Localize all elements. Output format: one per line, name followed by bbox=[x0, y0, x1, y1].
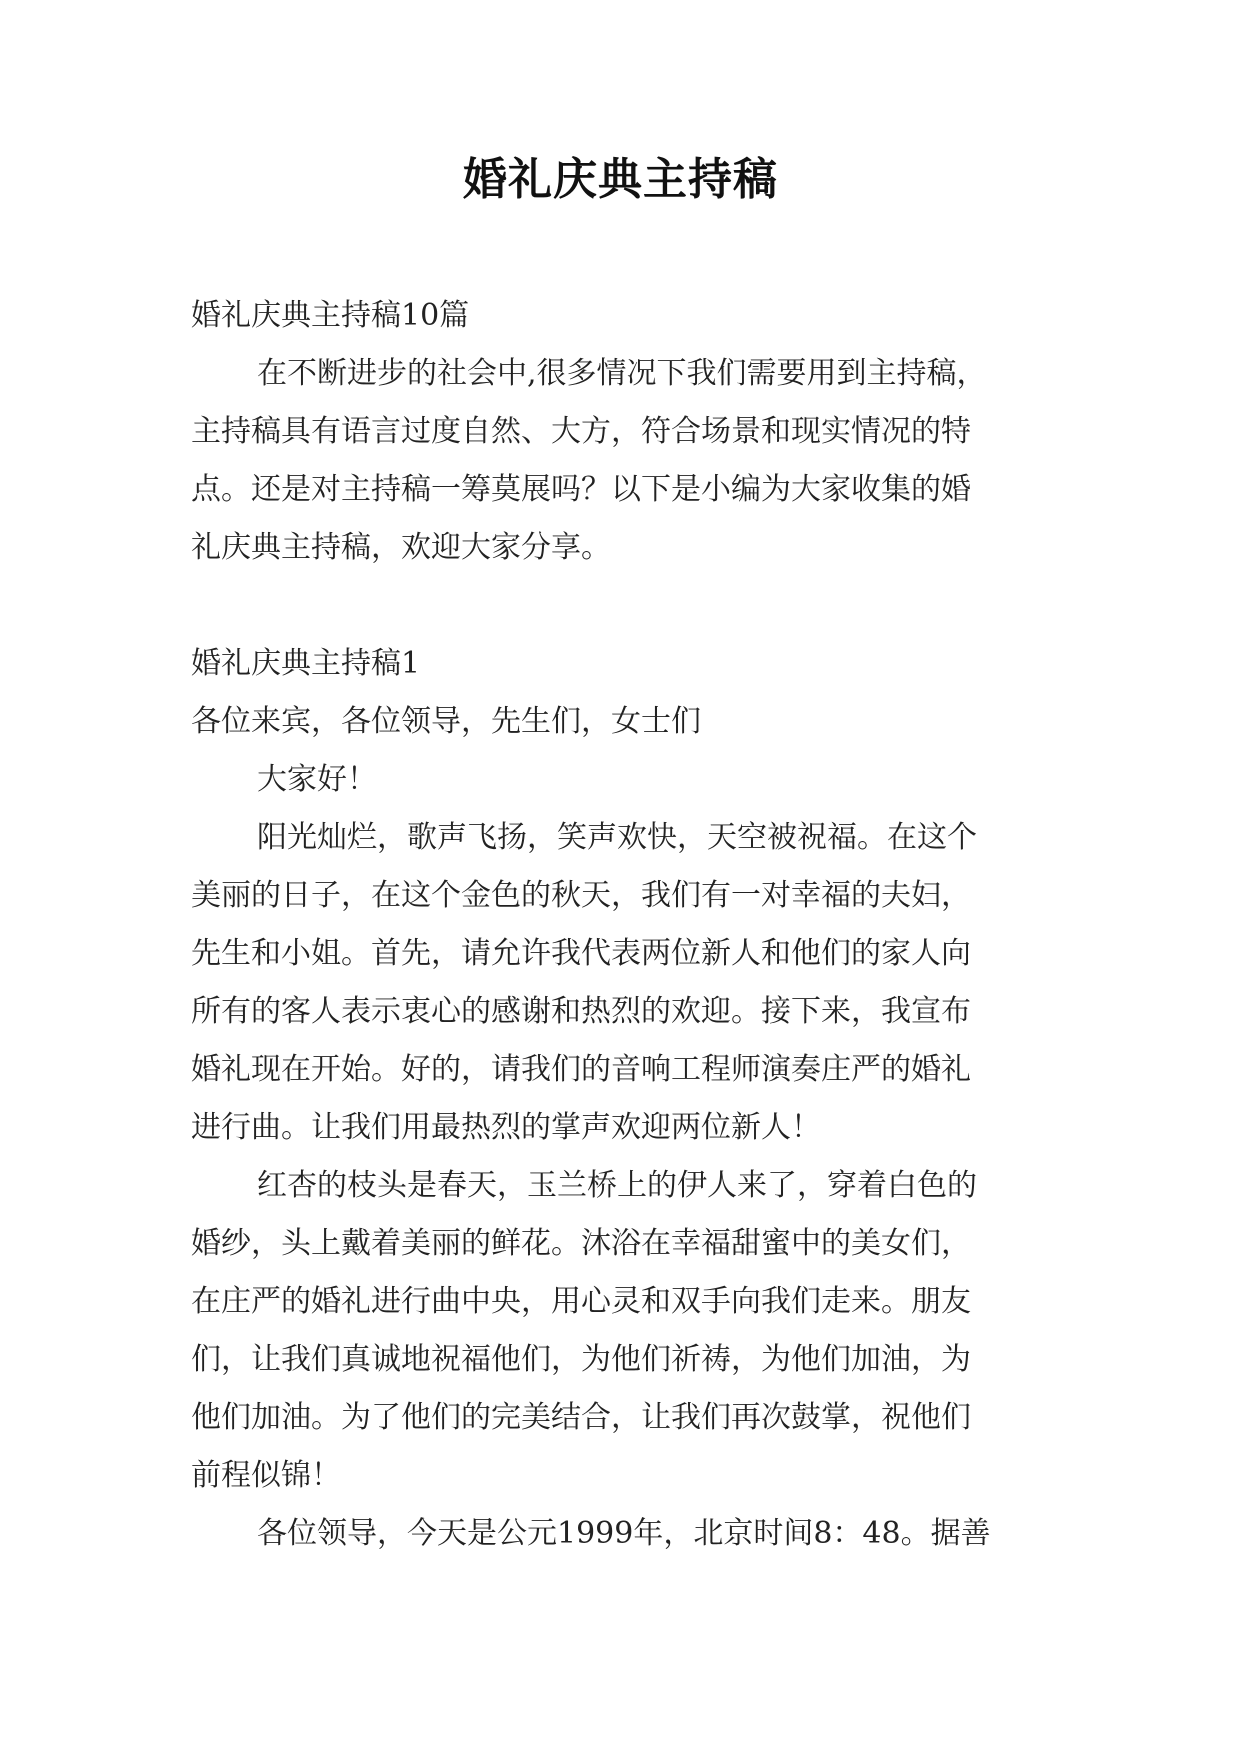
text-line: 所有的客人表示衷心的感谢和热烈的欢迎。接下来，我宣布 bbox=[191, 994, 971, 1029]
text-line: 先生和小姐。首先，请允许我代表两位新人和他们的家人向 bbox=[191, 936, 971, 971]
text-line: 主持稿具有语言过度自然、大方，符合场景和现实情况的特 bbox=[191, 414, 971, 449]
paragraph-spacer bbox=[191, 577, 1061, 635]
text-line: 婚礼现在开始。好的，请我们的音响工程师演奏庄严的婚礼 bbox=[191, 1052, 971, 1087]
text-line: 点。还是对主持稿一筹莫展吗？以下是小编为大家收集的婚 bbox=[191, 472, 971, 507]
text-line: 阳光灿烂，歌声飞扬，笑声欢快，天空被祝福。在这个 bbox=[257, 820, 977, 855]
text-line: 他们加油。为了他们的完美结合，让我们再次鼓掌，祝他们 bbox=[191, 1400, 971, 1435]
text-line: 在不断进步的社会中,很多情况下我们需要用到主持稿， bbox=[257, 356, 987, 391]
text-line: 各位领导，今天是公元1999年，北京时间8：48。据善 bbox=[257, 1516, 991, 1551]
text-line: 大家好！ bbox=[257, 762, 377, 797]
text-line: 红杏的枝头是春天，玉兰桥上的伊人来了，穿着白色的 bbox=[257, 1168, 977, 1203]
text-line: 们，让我们真诚地祝福他们，为他们祈祷，为他们加油，为 bbox=[191, 1342, 971, 1377]
text-line: 婚礼庆典主持稿10篇 bbox=[191, 298, 470, 333]
document-body bbox=[191, 287, 1061, 1563]
text-line: 各位来宾，各位领导，先生们，女士们 bbox=[191, 704, 701, 739]
text-line: 礼庆典主持稿，欢迎大家分享。 bbox=[191, 530, 611, 565]
text-line: 在庄严的婚礼进行曲中央，用心灵和双手向我们走来。朋友 bbox=[191, 1284, 971, 1319]
text-line: 前程似锦！ bbox=[191, 1458, 341, 1493]
text-line: 婚礼庆典主持稿1 bbox=[191, 646, 421, 681]
text-line: 进行曲。让我们用最热烈的掌声欢迎两位新人！ bbox=[191, 1110, 821, 1145]
document-title: 婚礼庆典主持稿 bbox=[463, 154, 778, 205]
text-line: 婚纱，头上戴着美丽的鲜花。沐浴在幸福甜蜜中的美女们， bbox=[191, 1226, 971, 1261]
text-line: 美丽的日子，在这个金色的秋天，我们有一对幸福的夫妇， bbox=[191, 878, 971, 913]
